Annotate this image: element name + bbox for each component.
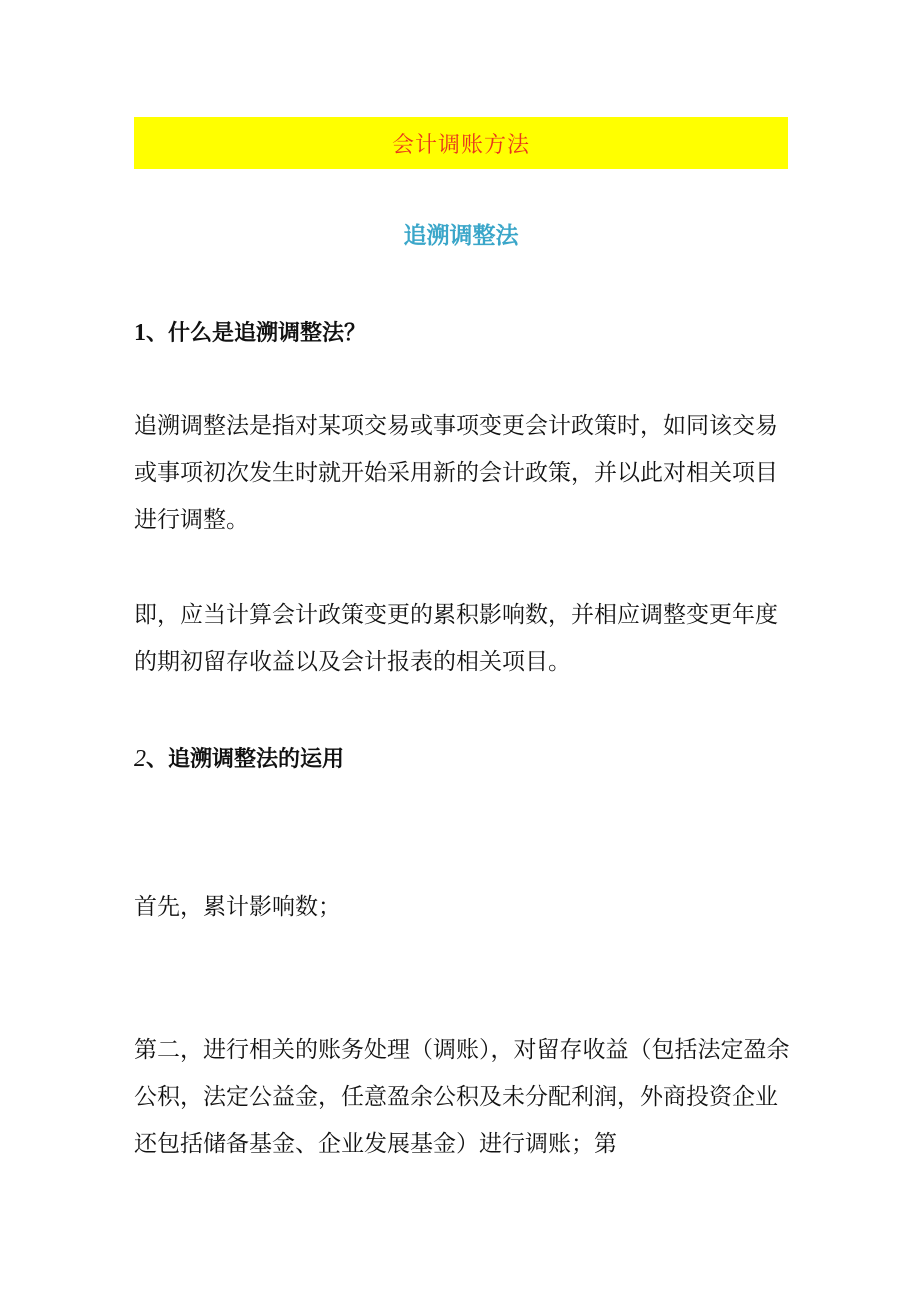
- section-subtitle: 追溯调整法: [403, 223, 519, 249]
- section-title-2: 、追溯调整法的运用: [146, 747, 345, 772]
- banner-title: 会计调账方法: [391, 132, 530, 158]
- paragraph-definition: 追溯调整法是指对某项交易或事项变更会计政策时，如同该交易或事项初次发生时就开始采用新的会计政策，并以此对相关项目进行调整。: [134, 413, 778, 533]
- section-number-2: 2: [134, 746, 146, 772]
- section-title-1: 、什么是追溯调整法？: [146, 321, 367, 346]
- section-heading-1: [134, 316, 788, 351]
- paragraph-step-2: 第二，进行相关的账务处理（调账），对留存收益（包括法定盈余公积，法定公益金，任意盈余公积及未分配利润，外商投资企业还包括储备基金、企业发展基金）进行调账；第: [134, 1037, 790, 1157]
- section-number-1: 1: [134, 320, 146, 346]
- title-banner: [134, 117, 788, 169]
- section-heading-2: [134, 742, 788, 777]
- paragraph-step-1: 首先，累计影响数；: [134, 894, 341, 920]
- paragraph-explanation: 即，应当计算会计政策变更的累积影响数，并相应调整变更年度的期初留存收益以及会计报表的相关项目。: [134, 602, 778, 675]
